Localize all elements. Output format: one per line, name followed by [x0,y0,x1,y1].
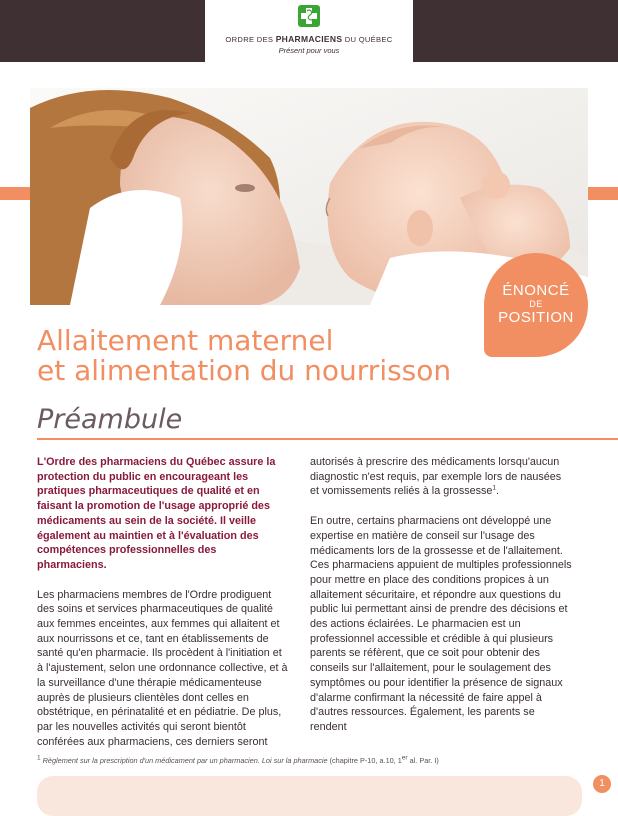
title-line-1: Allaitement maternel [37,324,334,357]
paragraph-3: En outre, certains pharmaciens ont développé une expertise en matière de conseil sur l'usage des médicaments lors de la grossesse et de l'allaitement. Ces pharmaciens appuient de multiples professionnels pour mettre en place des conditions propices à un allaitement sécuritaire, et répondre aux questions du public lui permettant ainsi de prendre des décisions et des actions éclairées. Le pharmacien est un professionnel accessible et crédible à qui plusieurs parents se réfèrent, que ce soit pour obtenir des conseils sur l'allaitement, pour le soulagement des symptômes ou pour identifier la présence de signaux d'alarme confirmant la nécessité de faire appel à d'autres ressources. Également, les parents se rendent [310,515,572,733]
paragraph-1: Les pharmaciens membres de l'Ordre prodiguent des soins et services pharmaceutiques de qualité aux femmes enceintes, aux femmes qui allaitent et aux nourrissons et ce, tant en établissements de santé qu'en pharmacie. Ils procèdent à l'initiation et à l'ajustement, selon une ordonnance collective, et à la surveillance d'une thérapie médicamenteuse auprès de plusieurs clientèles dont celles en obstétrique, en périnatalité et en pédiatrie. De plus, par les nouvelles activités qui seront bientôt conférées aux pharmaciens, ces derniers seront [37,588,288,748]
lead-paragraph: L'Ordre des pharmaciens du Québec assure la protection du public en encourageant les pratiques pharmaceutiques de qualité et en faisant la promotion de l'usage approprié des médicaments au sein de la société. Il veille également au maintien et à l'évaluation des compétences professionnelles des pharmaciens. [37,456,276,571]
footnote: $^1$ Règlement sur la prescription d'un médicament par un pharmacien. Loi sur la pharmacie (chapitre P-10, a.10, 1er al. Par. I) [37,754,439,765]
accent-stripe-right [588,187,618,200]
badge-line-2: DE [529,299,543,309]
badge-line-1: ÉNONCÉ [502,282,570,299]
section-title: Préambule [37,404,183,435]
left-column [37,455,289,763]
page-number: 1 [593,775,611,793]
pharmacy-cross-icon [298,5,320,27]
logo-block[interactable] [205,0,413,62]
title-line-2: et alimentation du nourrisson [37,354,452,387]
right-column [310,455,572,750]
organization-name: ORDRE DES PHARMACIENS DU QUÉBEC [225,34,393,44]
organization-tagline: Présent pour vous [278,46,340,55]
position-statement-badge [484,253,588,357]
badge-line-3: POSITION [498,309,574,326]
paragraph-2: autorisés à prescrire des médicaments lorsqu'aucun diagnostic n'est requis, par exemple lors de nausées et vomissements reliés à la grossesse$^1$. [310,456,562,498]
section-divider [37,438,618,440]
bottom-callout-box [37,776,582,816]
document-title [37,326,477,386]
accent-stripe-left [0,187,30,200]
footnote-ref[interactable]: 1 [492,484,497,492]
footnote-citation: Règlement sur la prescription d'un médicament par un pharmacien. Loi sur la pharmacie [42,756,328,765]
